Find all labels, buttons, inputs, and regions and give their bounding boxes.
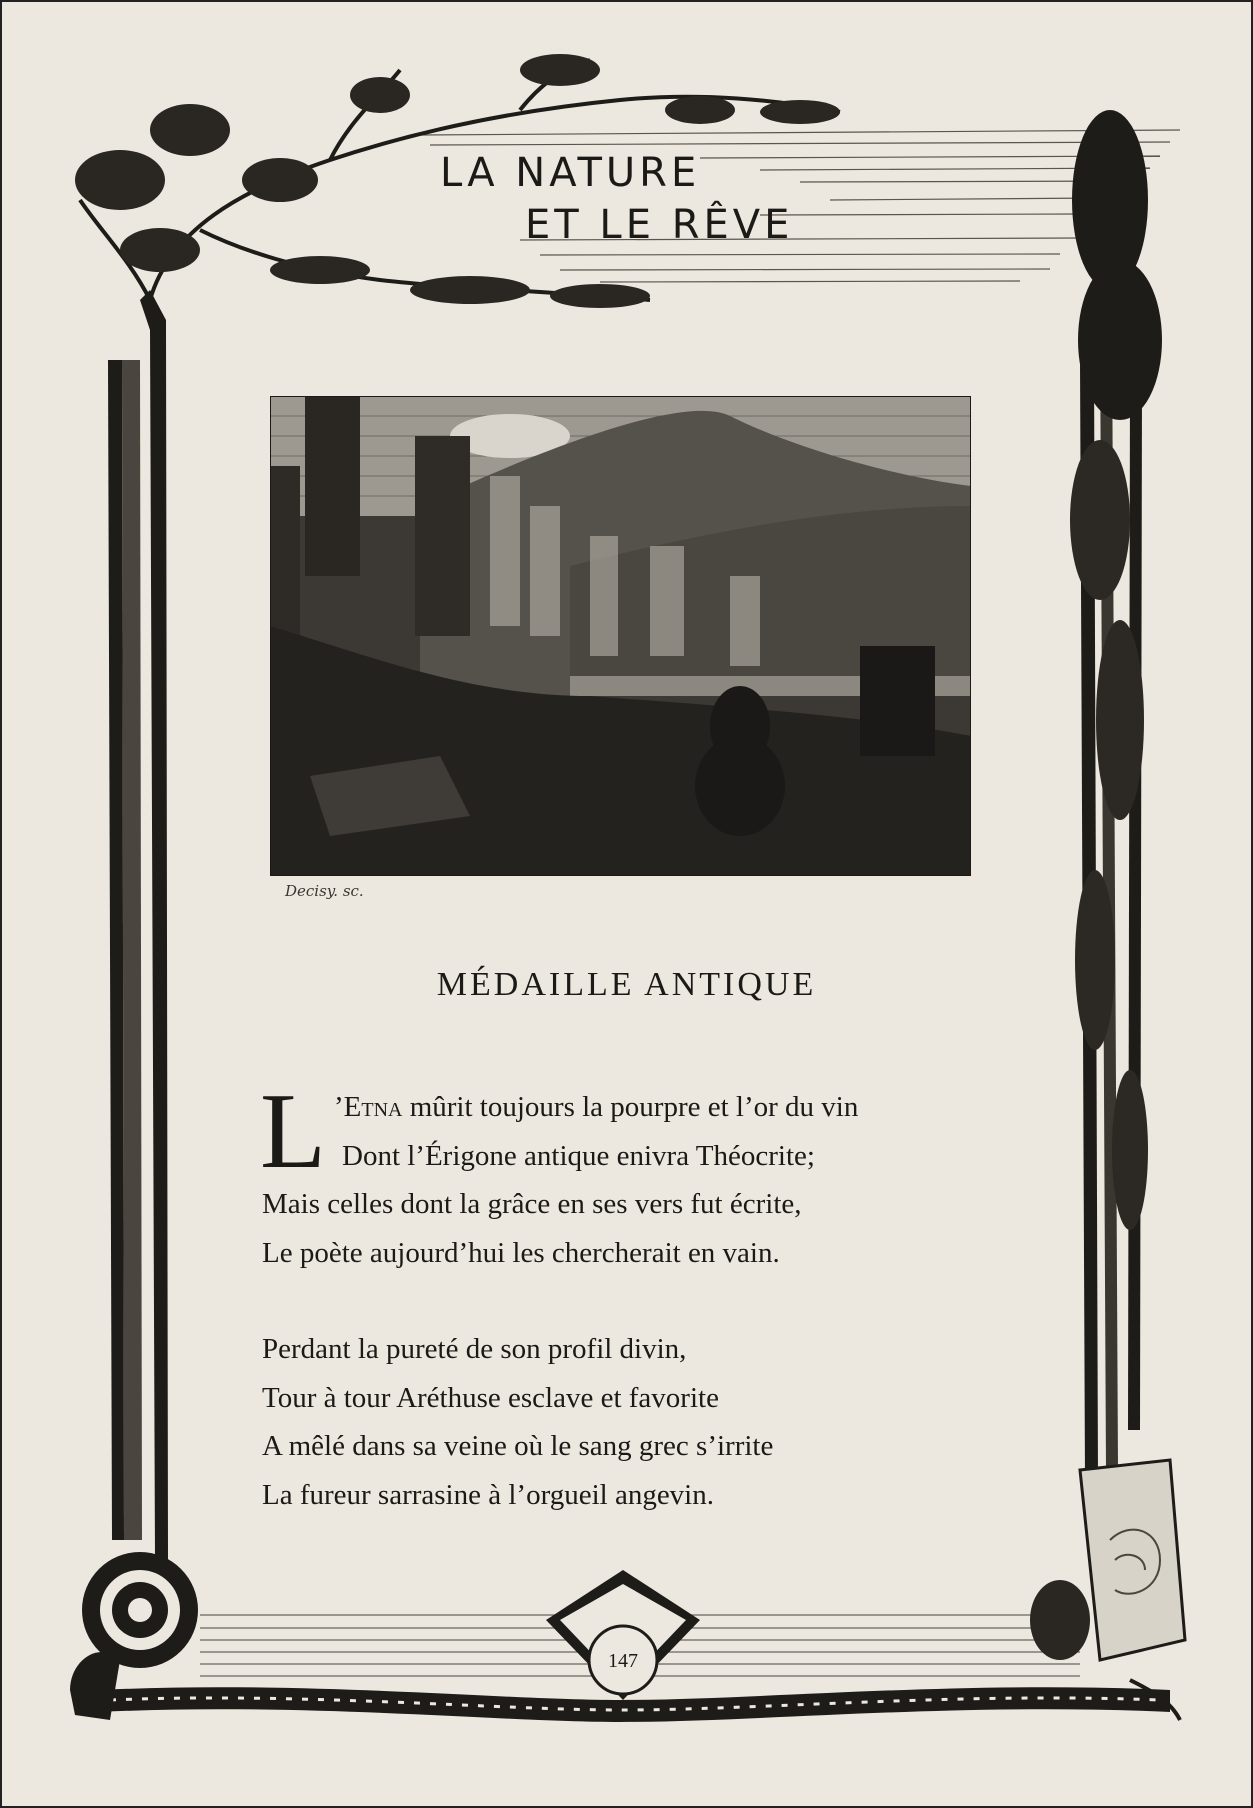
- poem-line: Le poète aujourd’hui les chercherait en vain.: [262, 1236, 780, 1269]
- chapter-heading-line2: ET LE RÊVE: [525, 202, 794, 248]
- stanza-2: [262, 1325, 1042, 1519]
- drop-cap: L: [260, 1072, 326, 1191]
- chapter-heading-line1: LA NATURE: [440, 150, 701, 196]
- engraving-illustration: [270, 396, 971, 876]
- engraver-signature: Decisy. sc.: [285, 882, 364, 900]
- right-stele: [1030, 1460, 1185, 1720]
- poem-title: MÉDAILLE ANTIQUE: [436, 966, 817, 1003]
- chapter-heading: [440, 150, 860, 248]
- left-tree-trunk: [108, 290, 168, 1560]
- poem-body: [260, 1072, 1042, 1567]
- poem-line: Mais celles dont la grâce en ses vers fut écrite,: [262, 1188, 802, 1220]
- poem-line: Tour à tour Aréthuse esclave et favorite: [262, 1381, 719, 1414]
- poem-line: La fureur sarrasine à l’orgueil angevin.: [262, 1478, 714, 1511]
- stanza-1: [260, 1072, 1042, 1277]
- poem-line: [262, 1083, 1042, 1132]
- poem-line: A mêlé dans sa veine où le sang grec s’irrite: [262, 1430, 774, 1462]
- right-tree: [1070, 110, 1162, 1480]
- poem-line-text: mûrit toujours la pourpre et l’or du vin: [402, 1091, 859, 1123]
- poem-line: Dont l’Érigone antique enivra Théocrite;: [342, 1139, 815, 1172]
- poem-line: Perdant la pureté de son profil divin,: [262, 1333, 687, 1365]
- small-caps-word: ’Etna: [333, 1091, 403, 1123]
- page-number: 147: [608, 1650, 638, 1672]
